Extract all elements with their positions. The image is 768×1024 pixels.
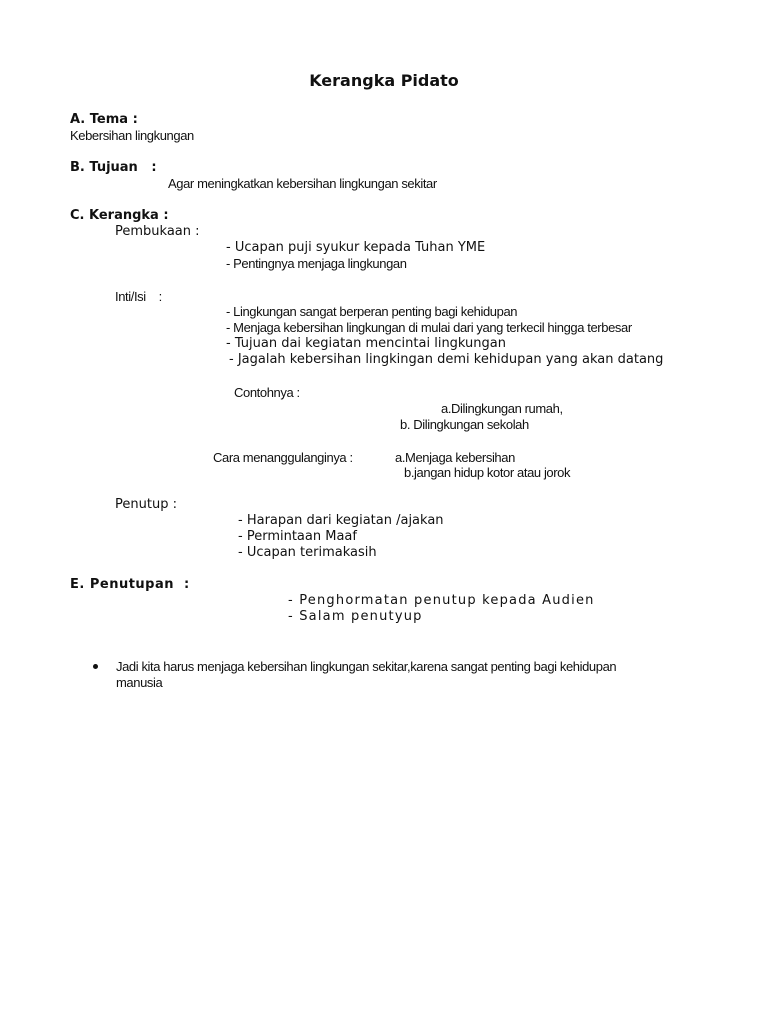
tujuan-heading: B. Tujuan : [70,160,157,175]
conclusion-line: Jadi kita harus menjaga kebersihan lingkungan sekitar,karena sangat penting bagi kehidupan [116,659,617,674]
penutupan-heading: E. Penutupan : [70,577,190,592]
penutupan-item: - Salam penutyup [288,609,423,624]
contoh-label: Contohnya : [234,385,300,400]
penutup-item: - Permintaan Maaf [238,529,357,544]
isi-item: - Menjaga kebersihan lingkungan di mulai dari yang terkecil hingga terbesar [226,320,632,335]
penutup-item: - Ucapan terimakasih [238,545,377,560]
isi-item: - Jagalah kebersihan lingkingan demi kehidupan yang akan datang [229,352,664,367]
isi-item: - Tujuan dai kegiatan mencintai lingkungan [226,336,506,351]
contoh-item: b. Dilingkungan sekolah [400,417,529,432]
pembukaan-item: - Pentingnya menjaga lingkungan [226,256,407,271]
penutup-item: - Harapan dari kegiatan /ajakan [238,513,444,528]
pembukaan-item: - Ucapan puji syukur kepada Tuhan YME [226,240,486,255]
tujuan-text: Agar meningkatkan kebersihan lingkungan sekitar [168,176,437,191]
pembukaan-label: Pembukaan : [115,224,200,239]
bullet-icon [93,664,98,669]
penutupan-item: - Penghormatan penutup kepada Audien [288,593,595,608]
cara-label: Cara menanggulanginya : [213,450,353,465]
kerangka-heading: C. Kerangka : [70,208,169,223]
cara-item: b.jangan hidup kotor atau jorok [404,465,571,480]
conclusion-line: manusia [116,675,163,690]
tema-text: Kebersihan lingkungan [70,128,194,143]
cara-item: a.Menjaga kebersihan [395,450,515,465]
contoh-item: a.Dilingkungan rumah, [441,401,563,416]
isi-label: Inti/Isi : [115,289,162,304]
penutup-label: Penutup : [115,497,177,512]
tema-heading: A. Tema : [70,112,138,127]
isi-item: - Lingkungan sangat berperan penting bagi kehidupan [226,304,518,319]
document-title: Kerangka Pidato [309,71,459,90]
